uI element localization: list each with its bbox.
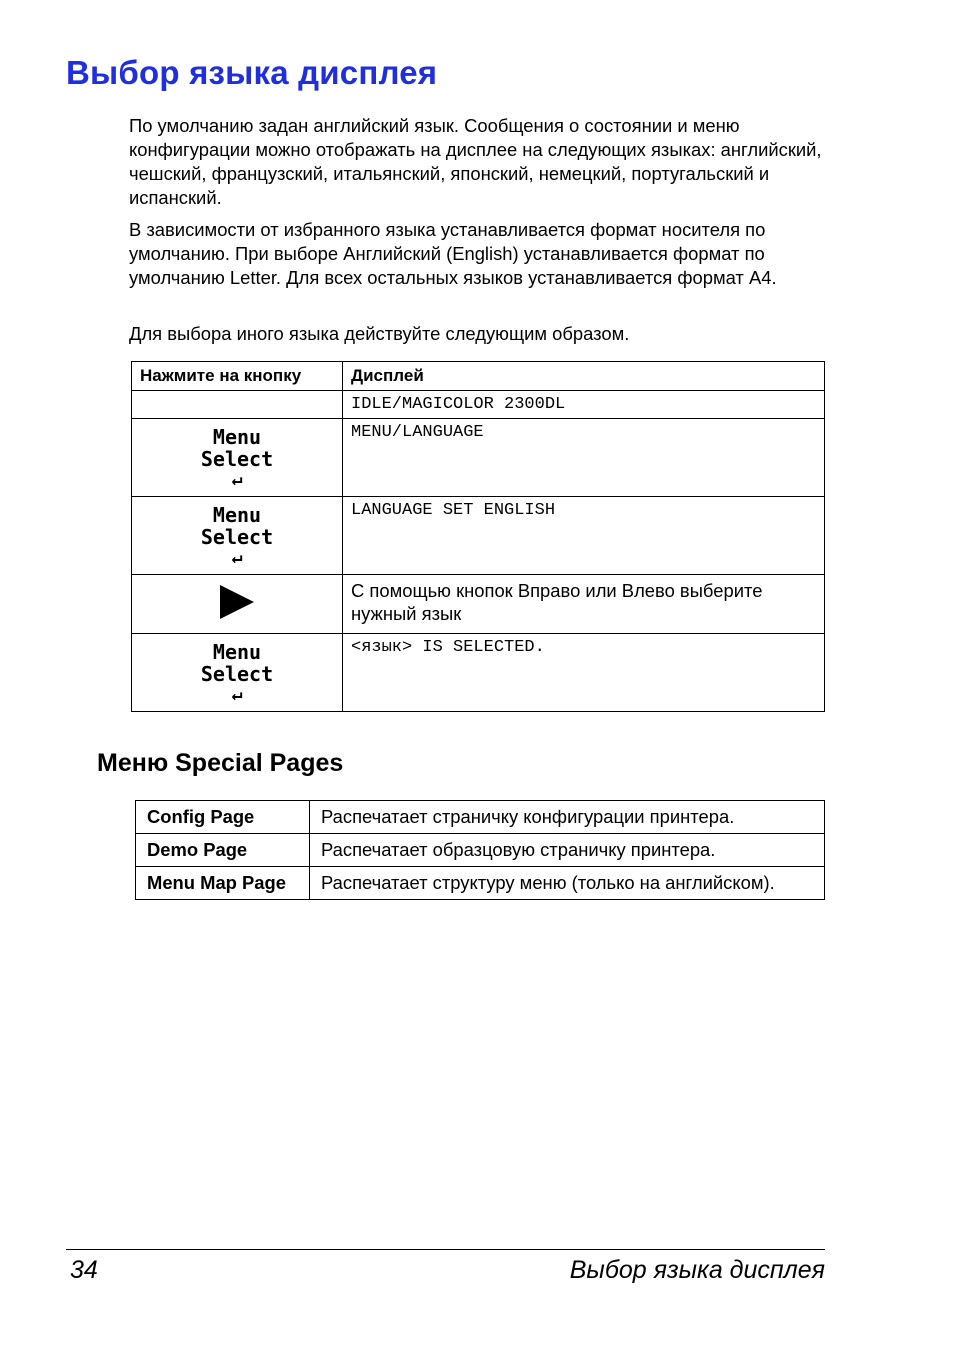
display-text: IDLE/MAGICOLOR 2300DL [343, 391, 825, 419]
instructions-paragraph: Для выбора иного языка действуйте следующим образом. [129, 323, 630, 344]
button-cell [132, 634, 343, 712]
table-row [132, 419, 825, 497]
section-heading: Меню Special Pages [97, 749, 344, 777]
table-row [136, 867, 825, 900]
table-row [132, 634, 825, 712]
page-number: 34 [70, 1256, 98, 1284]
intro-paragraph: По умолчанию задан английский язык. Сообщения о состоянии и меню конфигурации можно отображать на дисплее на следующих языках: английский, чешский, французский, итальянский, японский, немецкий, португальский и испанский. [129, 115, 822, 208]
special-pages-table [135, 800, 825, 900]
page-name: Demo Page [136, 834, 310, 867]
table-row [136, 834, 825, 867]
page-description: Распечатает страничку конфигурации принтера. [310, 801, 825, 834]
enter-arrow-icon: ↵ [231, 468, 243, 490]
page-name: Menu Map Page [136, 867, 310, 900]
menu-key-label-menu: Menu [212, 502, 262, 527]
procedure-table [131, 361, 825, 712]
page-title: Выбор языка дисплея [66, 54, 438, 91]
header-display: Дисплей [343, 362, 825, 391]
menu-key-label-select: Select [200, 446, 274, 471]
enter-arrow-icon: ↵ [231, 546, 243, 568]
display-text: С помощью кнопок Вправо или Влево выберите нужный язык [343, 575, 825, 634]
right-arrow-key-icon [220, 585, 254, 619]
menu-key-label-menu: Menu [212, 639, 262, 664]
menu-select-key-icon [201, 641, 273, 705]
display-text: <язык> IS SELECTED. [343, 634, 825, 712]
table-row [132, 575, 825, 634]
button-cell-empty [132, 391, 343, 419]
display-text: MENU/LANGUAGE [343, 419, 825, 497]
table-row [132, 497, 825, 575]
format-paragraph: В зависимости от избранного языка устанавливается формат носителя по умолчанию. При выборе Английский (English) устанавливается формат по умолчанию Letter. Для всех остальных языков устанавливается формат А4. [129, 219, 777, 288]
footer-title: Выбор языка дисплея [569, 1256, 825, 1284]
page-name: Config Page [136, 801, 310, 834]
display-text: LANGUAGE SET ENGLISH [343, 497, 825, 575]
menu-key-label-select: Select [200, 524, 274, 549]
procedure-table-header [132, 362, 825, 391]
table-row [136, 801, 825, 834]
page-description: Распечатает структуру меню (только на английском). [310, 867, 825, 900]
table-row [132, 391, 825, 419]
menu-key-label-select: Select [200, 661, 274, 686]
menu-select-key-icon [201, 504, 273, 568]
enter-arrow-icon: ↵ [231, 683, 243, 705]
button-cell [132, 419, 343, 497]
header-button: Нажмите на кнопку [132, 362, 343, 391]
page-description: Распечатает образцовую страничку принтера. [310, 834, 825, 867]
footer-divider [66, 1249, 825, 1250]
button-cell [132, 497, 343, 575]
button-cell [132, 575, 343, 634]
menu-select-key-icon [201, 426, 273, 490]
menu-key-label-menu: Menu [212, 424, 262, 449]
